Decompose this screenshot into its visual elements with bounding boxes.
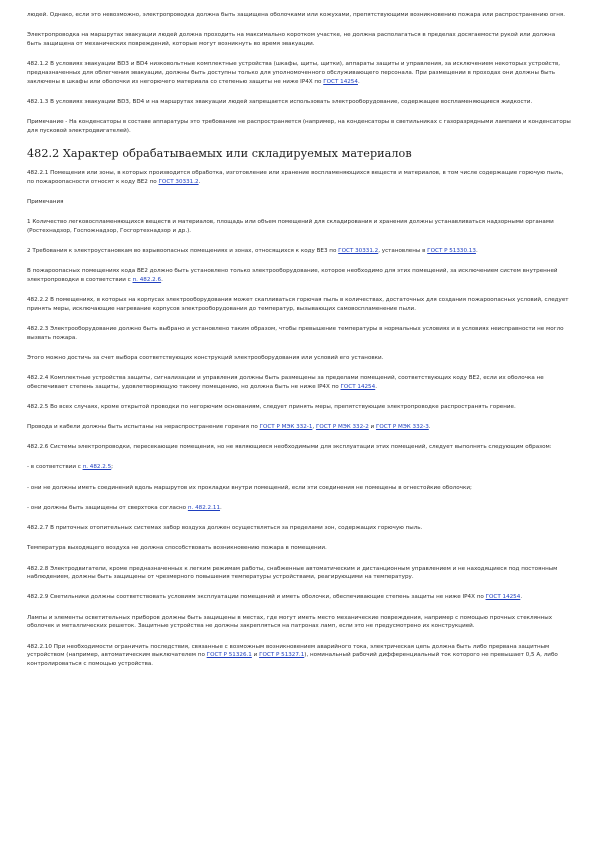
paragraph-text: 2 Требования к электроустановкам во взрывоопасных помещениях и зонах, относящихся к коду BE3 по (27, 247, 339, 254)
paragraph-text: Лампы и элементы осветительных приборов должны быть защищены в местах, где могут иметь место механические повреждения, например с помощью прочных стеклянных оболочек и металлических решеток. Защитные устройства не должны закрепляться на патронах ламп, если это не предусмотрено их конструкцией. (27, 614, 553, 630)
paragraph (27, 354, 571, 363)
paragraph (27, 423, 571, 432)
paragraph (27, 614, 571, 631)
paragraph (27, 169, 571, 186)
paragraph (27, 118, 571, 135)
paragraph (27, 484, 571, 493)
standard-reference-link[interactable]: ГОСТ 30331.2 (338, 247, 379, 254)
standard-reference-link[interactable]: ГОСТ Р МЭК 332-1 (259, 424, 313, 431)
paragraph-text: и (251, 652, 260, 659)
paragraph-text: 482.2.4 Комплектные устройства защиты, сигнализации и управления должны быть размещены за пределами помещений, соответствующих коду BE2, если их оболочка не обеспечивает степень защиты, удовлетворяющую такому помещению, но должна быть не ниже IP4X по (27, 374, 544, 390)
standard-reference-link[interactable]: ГОСТ Р МЭК 332-3 (375, 424, 429, 431)
paragraph-text: , установлены в (378, 247, 428, 254)
paragraph-text: ), номинальный рабочий дифференциальный ток которого не превышает 0,5 А, либо контролироваться с помощью устройства. (27, 652, 558, 667)
paragraph-text: 482.2.1 Помещения или зоны, в которых производится обработка, изготовление или хранение воспламеняющихся веществ и материалов, в том числе содержащие горючую пыль, по пожароопасности относят к коду BE2 по (27, 169, 564, 185)
paragraph (27, 504, 571, 513)
paragraph (27, 267, 571, 284)
paragraph-text: Температура выходящего воздуха не должна способствовать возникновению пожара в помещении. (27, 545, 327, 552)
paragraph-text: 482.2.3 Электрооборудование должно быть выбрано и установлено таким образом, чтобы превышение температуры в нормальных условиях и в условиях неисправности не могло вызвать пожара. (27, 325, 564, 341)
paragraph (27, 11, 571, 20)
paragraph (27, 98, 571, 107)
paragraph (27, 463, 571, 472)
paragraph-text: - они должны быть защищены от сверхтока согласно (27, 504, 188, 511)
standard-reference-link[interactable]: ГОСТ 14254 (340, 383, 376, 390)
paragraph (27, 643, 571, 669)
paragraph-text: 482.2.10 При необходимости ограничить последствия, связанные с возможным возникновением аварийного тока, электрическая цепь должна быть либо прервана защитным устройством (например, автоматическим выключателем по (27, 643, 550, 659)
paragraph-text: . (428, 424, 431, 431)
paragraph (27, 296, 571, 313)
paragraph (27, 60, 571, 86)
paragraph-text: ; (111, 464, 114, 471)
standard-reference-link[interactable]: ГОСТ 30331.2 (158, 178, 199, 185)
paragraph-text: Примечания (27, 198, 64, 205)
paragraph (27, 403, 571, 412)
paragraph-text: Провода и кабели должны быть испытаны на нераспространение горения по (27, 424, 260, 431)
paragraph (27, 593, 571, 602)
paragraph-text: В пожароопасных помещениях кода BE2 должно быть установлено только электрооборудование, которое необходимо для этих помещений, за исключением систем внутренней электропроводки в соответствии с (27, 268, 558, 283)
paragraph (27, 218, 571, 235)
standard-reference-link[interactable]: п. 482.2.6 (132, 276, 162, 283)
section-heading (27, 147, 571, 161)
paragraph (27, 31, 571, 48)
paragraph-text: Электропроводка на маршрутах эвакуации людей должна проходить на максимально коротком участке, не должна располагаться в пределах досягаемости рукой или должна быть защищена от механических повреждений, которые могут возникнуть во время эвакуации. (27, 32, 556, 47)
paragraph-text: . (198, 178, 201, 185)
standard-reference-link[interactable]: ГОСТ Р 51326.1 (206, 652, 252, 659)
standard-reference-link[interactable]: п. 482.2.11 (187, 504, 221, 511)
paragraph-text: 482.2.8 Электродвигатели, кроме предназначенных к легким режимам работы, снабженные автоматическим и дистанционным управлением и не находящиеся под постоянным наблюдением, должны быть защищены от чрезмерного повышения температуры устройствами, реагирующими на температуру. (27, 565, 558, 581)
paragraph-text: 482.1.3 В условиях эвакуации BD3, BD4 и на маршрутах эвакуации людей запрещается использовать электрооборудование, содержащее воспламеняющиеся жидкости. (27, 98, 533, 105)
standard-reference-link[interactable]: п. 482.2.5 (82, 464, 112, 471)
paragraph-text: 482.2.5 Во всех случаях, кроме открытой проводки по негорючим основаниям, следует принять меры, препятствующие электропроводке распространять горение. (27, 403, 516, 410)
paragraph-text: 482.2.9 Светильники должны соответствовать условиям эксплуатации помещений и иметь оболочки, обеспечивающие степень защиты не ниже IP4X по (27, 594, 486, 601)
standard-reference-link[interactable]: ГОСТ Р МЭК 332-2 (315, 424, 369, 431)
paragraph (27, 565, 571, 582)
paragraph-text: . (220, 504, 222, 511)
paragraph-text: . (520, 594, 523, 601)
paragraph-text: . (161, 276, 163, 283)
paragraph-text: 482.2 Характер обрабатываемых или складируемых материалов (27, 146, 412, 160)
paragraph (27, 247, 571, 256)
paragraph-text: - они не должны иметь соединений вдоль маршрутов их прокладки внутри помещений, если эти соединения не помещены в огнестойкие оболочки; (27, 484, 472, 491)
paragraph-text: 482.1.2 В условиях эвакуации BD3 и BD4 низковольтные комплектные устройства (шкафы, щиты, щитки), аппараты защиты и управления, за исключением некоторых устройств, предназначенных для облегчения эвакуации, должны быть доступны только для уполномоченного обслуживающего персонала. При размещении в проходах они должны быть заключены в шкафы или оболочки из негорючего материала со степенью защиты не ниже IP4X по (27, 61, 561, 85)
paragraph-text: Этого можно достичь за счет выбора соответствующих конструкций электрооборудования или условий его установки. (27, 354, 384, 361)
paragraph (27, 443, 571, 452)
paragraph-text: , (312, 424, 316, 431)
paragraph (27, 374, 571, 391)
paragraph-text: Примечание - На конденсаторы в составе аппаратуры это требование не распространяется (например, на конденсаторы в светильниках с газоразрядными лампами и конденсаторы для пусковой электродвигателей). (27, 118, 571, 134)
standard-reference-link[interactable]: ГОСТ Р 51330.13 (427, 247, 476, 254)
standard-reference-link[interactable]: ГОСТ Р 51327.1 (259, 652, 305, 659)
paragraph (27, 544, 571, 553)
paragraph-text: людей. Однако, если это невозможно, электропроводка должна быть защищена оболочками или кожухами, препятствующими возникновению пожара или распространению огня. (27, 12, 565, 18)
paragraph-text: 1 Количество легковоспламеняющихся веществ и материалов, площадь или объем помещений для складирования и хранения должны устанавливаться надзорными органами (Ростехнадзор, Госпожнадзор, Госгортехнадзор и др.). (27, 218, 554, 234)
standard-reference-link[interactable]: ГОСТ 14254 (485, 594, 521, 601)
paragraph-text: - в соответствии с (27, 464, 83, 471)
paragraph (27, 524, 571, 533)
paragraph (27, 325, 571, 342)
standard-reference-link[interactable]: ГОСТ 14254 (323, 78, 358, 85)
paragraph-text: . (475, 247, 478, 254)
paragraph (27, 198, 571, 207)
paragraph-text: и (368, 424, 376, 431)
paragraph-text: . (357, 78, 360, 85)
paragraph-text: 482.2.7 В приточных отопительных системах забор воздуха должен осуществляться за пределами зон, содержащих горючую пыль. (27, 525, 423, 532)
paragraph-text: 482.2.2 В помещениях, в которых на корпусах электрооборудования может скапливаться горючая пыль в количествах, достаточных для создания пожароопасных условий, следует принять меры, исключающие нагревание корпусов электрооборудования до температур, вызывающих самовоспламенение пыли. (27, 296, 569, 312)
paragraph-text: . (375, 383, 377, 390)
paragraph-text: 482.2.6 Системы электропроводки, пересекающие помещения, но не являющиеся необходимыми для эксплуатации этих помещений, следует выполнять следующим образом: (27, 444, 552, 451)
